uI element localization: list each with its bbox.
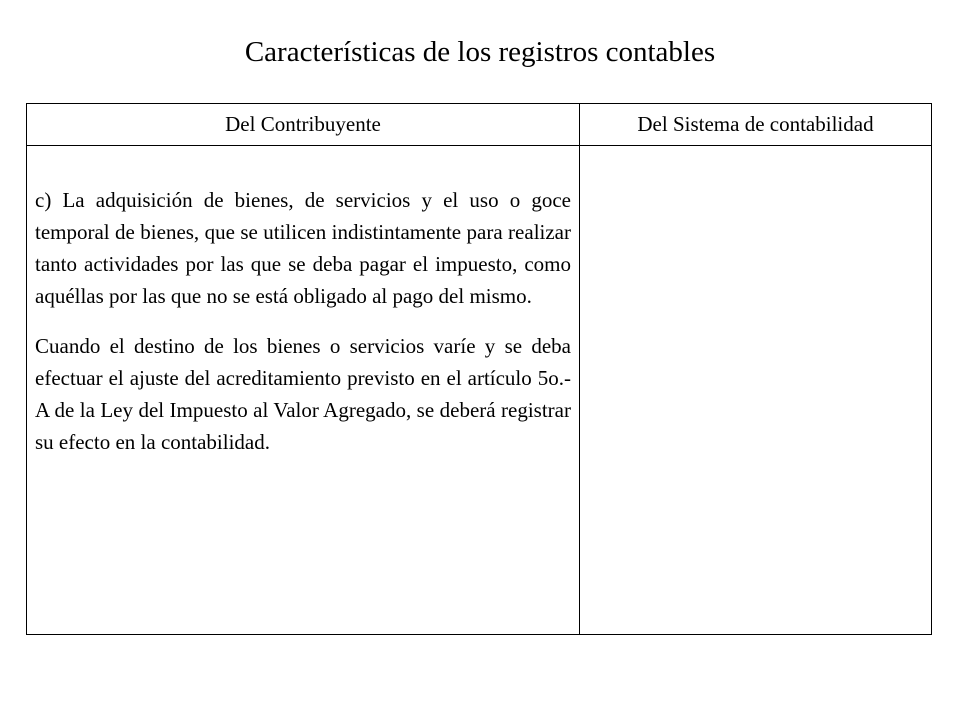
records-table xyxy=(26,103,932,635)
header-sistema-contabilidad: Del Sistema de contabilidad xyxy=(580,104,932,146)
sistema-contabilidad-text xyxy=(580,146,931,184)
paragraph-destino-bienes: Cuando el destino de los bienes o servicios varíe y se deba efectuar el ajuste del acreditamiento previsto en el artículo 5o.-A de la Ley del Impuesto al Valor Agregado, se deberá registrar su efecto en la contabilidad. xyxy=(35,334,571,454)
cell-contribuyente xyxy=(27,146,580,635)
cell-sistema-contabilidad xyxy=(580,146,932,635)
paragraph-adquisicion: c) La adquisición de bienes, de servicios y el uso o goce temporal de bienes, que se utilicen indistintamente para realizar tanto actividades por las que se deba pagar el impuesto, como aquéllas por las que no se está obligado al pago del mismo. xyxy=(35,188,571,308)
page-title: Características de los registros contables xyxy=(244,36,716,68)
header-contribuyente: Del Contribuyente xyxy=(27,104,580,146)
table-header-row xyxy=(27,104,932,146)
table-row xyxy=(27,146,932,635)
contribuyente-text-block xyxy=(27,146,579,458)
